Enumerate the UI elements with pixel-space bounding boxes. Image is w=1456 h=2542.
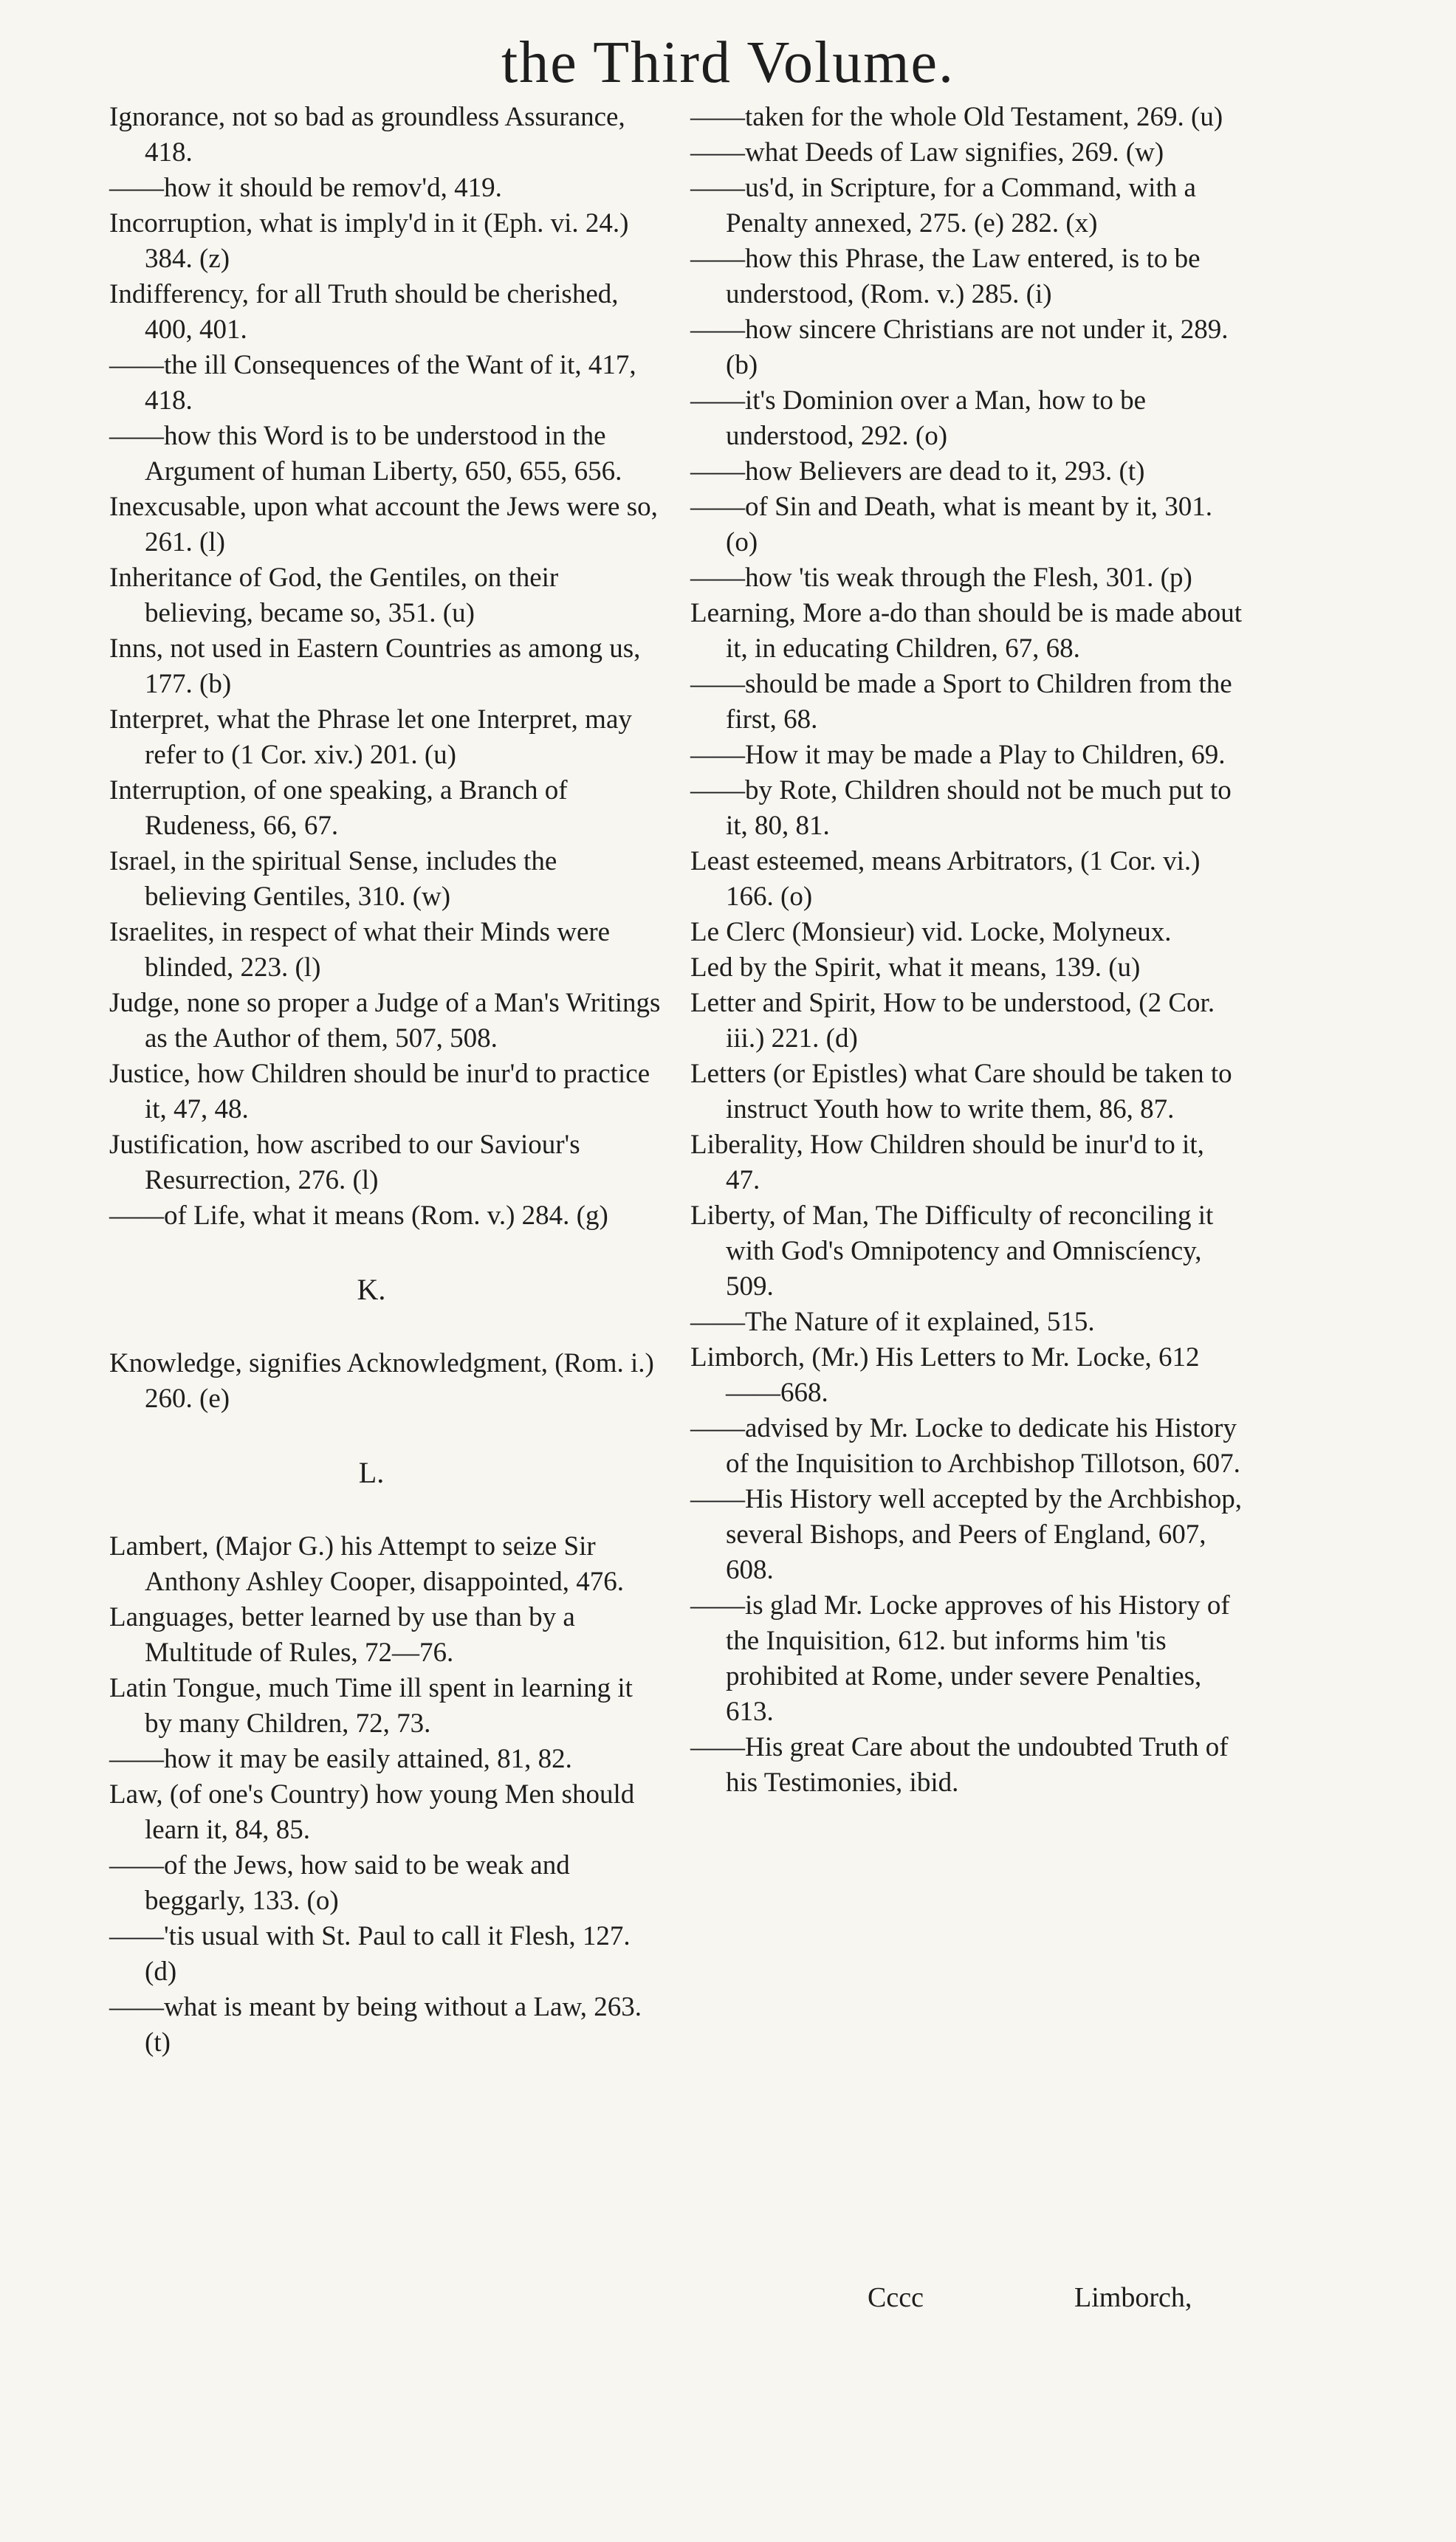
index-entry: Liberty, of Man, The Difficulty of reconciling it with God's Omnipotency and Omniscíency, 509. [690,1200,1214,1302]
index-entry: Latin Tongue, much Time ill spent in learning it by many Children, 72, 73. [109,1673,633,1739]
index-entry: Indifferency, for all Truth should be cherished, 400, 401. [109,279,619,345]
index-entry: Interruption, of one speaking, a Branch of Rudeness, 66, 67. [109,775,568,841]
index-subentry: ——how this Word is to be understood in the Argument of human Liberty, 650, 655, 656. [109,421,622,487]
index-subentry: ——of Sin and Death, what is meant by it, 301. (o) [690,492,1213,557]
index-entry: Learning, More a-do than should be is made about it, in educating Children, 67, 68. [690,598,1242,664]
running-head: the Third Volume. [501,30,955,95]
index-entry: Incorruption, what is imply'd in it (Eph. vi. 24.) 384. (z) [109,208,629,274]
section-letter: L. [358,1456,385,1489]
index-subentry: ——how it may be easily attained, 81, 82. [109,1744,572,1774]
index-entry: Justification, how ascribed to our Saviour's Resurrection, 276. (l) [109,1130,580,1195]
index-entry: Judge, none so proper a Judge of a Man's Writings as the Author of them, 507, 508. [109,988,661,1054]
index-subentry: ——how this Phrase, the Law entered, is to be understood, (Rom. v.) 285. (i) [690,244,1201,309]
index-entry: Letters (or Epistles) what Care should be taken to instruct Youth how to write them, 86, 87. [690,1059,1232,1124]
index-subentry: ——us'd, in Scripture, for a Command, with a Penalty annexed, 275. (e) 282. (x) [690,173,1196,238]
index-entry: Inexcusable, upon what account the Jews were so, 261. (l) [109,492,658,557]
index-subentry: ——by Rote, Children should not be much put to it, 80, 81. [690,775,1232,841]
index-entry: Law, (of one's Country) how young Men should learn it, 84, 85. [109,1779,635,1845]
index-entry: Led by the Spirit, what it means, 139. (u) [690,952,1141,983]
index-subentry: ——advised by Mr. Locke to dedicate his History of the Inquisition to Archbishop Tillotson, 607. [690,1413,1240,1479]
index-subentry: ——is glad Mr. Locke approves of his History of the Inquisition, 612. but informs him 'tis prohibited at Rome, under severe Penalties, 613. [690,1590,1230,1727]
catchword: Limborch, [1074,2282,1192,2313]
section-letter: K. [357,1273,386,1306]
index-entry: Israelites, in respect of what their Minds were blinded, 223. (l) [109,917,611,983]
index-entry: Justice, how Children should be inur'd to practice it, 47, 48. [109,1059,650,1124]
index-entry: Ignorance, not so bad as groundless Assurance, 418. [109,102,625,168]
index-column-left [109,100,663,2061]
index-subentry: ——'tis usual with St. Paul to call it Flesh, 127. (d) [109,1921,631,1987]
index-subentry: ——should be made a Sport to Children from the first, 68. [690,669,1232,735]
index-subentry: ——His History well accepted by the Archbishop, several Bishops, and Peers of England, 607, 608. [690,1484,1243,1585]
index-subentry: ——taken for the whole Old Testament, 269. (u) [690,102,1223,132]
index-entry: Languages, better learned by use than by a Multitude of Rules, 72—76. [109,1602,575,1668]
index-entry: Knowledge, signifies Acknowledgment, (Rom. i.) 260. (e) [109,1348,654,1414]
index-subentry: ——how sincere Christians are not under it, 289. (b) [690,315,1229,380]
index-entry: Inns, not used in Eastern Countries as among us, 177. (b) [109,633,641,699]
index-subentry: ——what Deeds of Law signifies, 269. (w) [690,137,1164,168]
index-entry: Liberality, How Children should be inur'd to it, 47. [690,1130,1204,1195]
index-subentry: ——of Life, what it means (Rom. v.) 284. (g) [109,1200,608,1231]
index-subentry: ——of the Jews, how said to be weak and beggarly, 133. (o) [109,1850,570,1916]
index-entry: Least esteemed, means Arbitrators, (1 Cor. vi.) 166. (o) [690,846,1201,912]
index-entry: Inheritance of God, the Gentiles, on their believing, became so, 351. (u) [109,563,559,628]
index-entry: Letter and Spirit, How to be understood, (2 Cor. iii.) 221. (d) [690,988,1215,1054]
index-subentry: ——it's Dominion over a Man, how to be understood, 292. (o) [690,385,1147,451]
index-entry: Limborch, (Mr.) His Letters to Mr. Locke, 612——668. [690,1342,1200,1408]
index-subentry: ——How it may be made a Play to Children, 69. [690,740,1226,770]
index-subentry: ——how Believers are dead to it, 293. (t) [690,456,1145,487]
index-entry: Interpret, what the Phrase let one Interpret, may refer to (1 Cor. xiv.) 201. (u) [109,704,632,770]
index-column-right [690,100,1244,1801]
index-entry: Israel, in the spiritual Sense, includes the believing Gentiles, 310. (w) [109,846,557,912]
index-subentry: ——The Nature of it explained, 515. [690,1307,1095,1337]
index-subentry: ——how 'tis weak through the Flesh, 301. (p) [690,563,1192,593]
index-subentry: ——what is meant by being without a Law, 263. (t) [109,1992,642,2058]
index-entry: Le Clerc (Monsieur) vid. Locke, Molyneux. [690,917,1172,947]
index-entry: Lambert, (Major G.) his Attempt to seize Sir Anthony Ashley Cooper, disappointed, 476. [109,1531,625,1597]
index-subentry: ——how it should be remov'd, 419. [109,173,502,203]
index-subentry: ——the ill Consequences of the Want of it, 417, 418. [109,350,636,416]
signature-mark: Cccc [868,2282,924,2313]
index-subentry: ——His great Care about the undoubted Truth of his Testimonies, ibid. [690,1732,1229,1798]
